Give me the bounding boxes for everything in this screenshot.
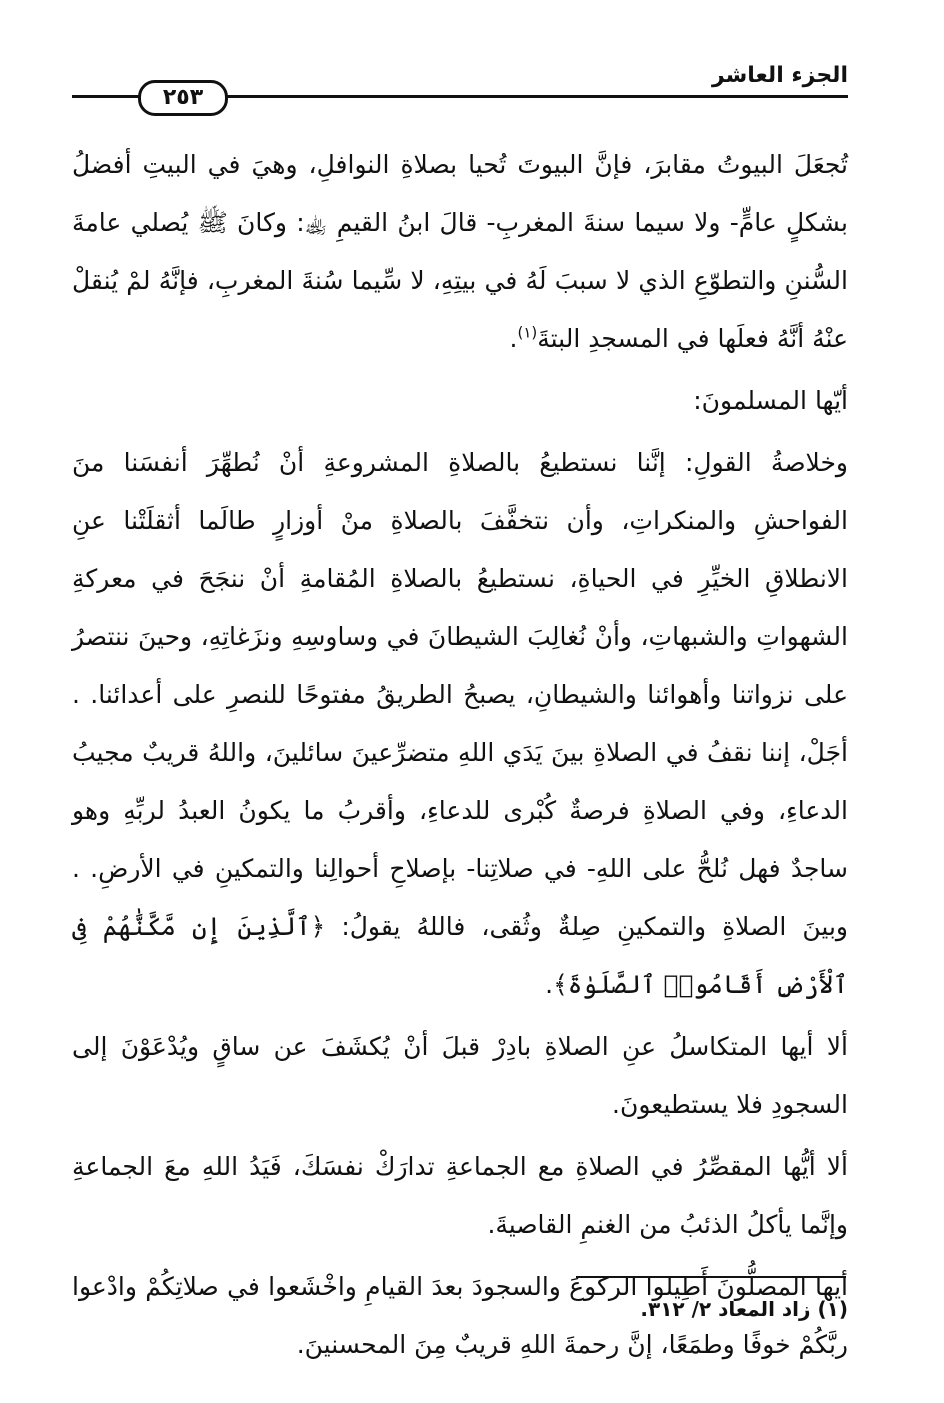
paragraph-4: ألا أيها المتكاسلُ عنِ الصلاةِ بادِرْ قبلَ أنْ يُكشَفَ عن ساقٍ ويُدْعَوْنَ إلى السجودِ فلا يستطيعونَ. bbox=[72, 1032, 848, 1119]
body-text bbox=[72, 136, 848, 1374]
paragraph-1-text: تُجعَلَ البيوتُ مقابرَ، فإنَّ البيوتَ تُحيا بصلاةِ النوافلِ، وهيَ في البيتِ أفضلُ بشكلٍ عامٍّ- ولا سيما سنةَ المغربِ- قالَ ابنُ القيمِ ﵀: وكانَ ﷺ يُصلي عامةَ السُّننِ والتطوّعِ الذي لا سببَ لَهُ في بيتِهِ، لا سِّيما سُنةَ المغربِ، فإنَّهُ لمْ يُنقلْ عنْهُ أنَّهُ فعلَها في المسجدِ البتةَ bbox=[72, 150, 848, 353]
paragraph-3: وخلاصةُ القولِ: إنَّنا نستطيعُ بالصلاةِ المشروعةِ أنْ نُطهِّرَ أنفسَنا منَ الفواحشِ والمنكراتِ، وأن نتخفَّفَ بالصلاةِ منْ أوزارٍ طالَما أثقلَتْنا عنِ الانطلاقِ الخيِّرِ في الحياةِ، نستطيعُ بالصلاةِ المُقامةِ أنْ ننجَحَ في معركةِ الشهواتِ والشبهاتِ، وأنْ نُغالِبَ الشيطانَ في وساوسِهِ ونزَغاتِهِ، وحينَ ننتصرُ على نزواتنا وأهوائنا والشيطانِ، يصبحُ الطريقُ مفتوحًا للنصرِ على أعدائنا. . أجَلْ، إننا نقفُ في الصلاةِ بينَ يَدَي اللهِ متضرِّعينَ سائلينَ، واللهُ قريبٌ مجيبُ الدعاءِ، وفي الصلاةِ فرصةٌ كُبْرى للدعاءِ، وأقربُ ما يكونُ العبدُ لربِّهِ وهو ساجدٌ فهل نُلحُّ على اللهِ- في صلاتِنا- بإصلاحِ أحوالِنا والتمكينِ في الأرضِ. . وبينَ الصلاةِ والتمكينِ صِلةٌ وثُقى، فاللهُ يقولُ: ﴿ٱلَّذِينَ إِن مَّكَّنَّٰهُمْ فِى ٱلْأَرْضِ أَقَامُوا۟ ٱلصَّلَوٰةَ﴾. bbox=[72, 448, 848, 999]
footnote-rule bbox=[576, 1276, 846, 1278]
paragraph-1: تُجعَلَ البيوتُ مقابرَ، فإنَّ البيوتَ تُحيا بصلاةِ النوافلِ، وهيَ في البيتِ أفضلُ بشكلٍ عامٍّ- ولا سيما سنةَ المغربِ- قالَ ابنُ القيمِ ﵀: وكانَ ﷺ يُصلي عامةَ السُّننِ والتطوّعِ الذي لا سببَ لَهُ في بيتِهِ، لا سِّيما سُنةَ المغربِ، فإنَّهُ لمْ يُنقلْ عنْهُ أنَّهُ فعلَها في المسجدِ البتةَ$^{(١)}$. bbox=[72, 150, 848, 353]
footnote-reference: (١) bbox=[517, 323, 538, 342]
paragraph-3-text: وخلاصةُ القولِ: إنَّنا نستطيعُ بالصلاةِ المشروعةِ أنْ نُطهِّرَ أنفسَنا منَ الفواحشِ والمنكراتِ، وأن نتخفَّفَ بالصلاةِ منْ أوزارٍ طالَما أثقلَتْنا عنِ الانطلاقِ الخيِّرِ في الحياةِ، نستطيعُ بالصلاةِ المُقامةِ أنْ ننجَحَ في معركةِ الشهواتِ والشبهاتِ، وأنْ نُغالِبَ الشيطانَ في وساوسِهِ ونزَغاتِهِ، وحينَ ننتصرُ على نزواتنا وأهوائنا والشيطانِ، يصبحُ الطريقُ مفتوحًا للنصرِ على أعدائنا. . أجَلْ، إننا نقفُ في الصلاةِ بينَ يَدَي اللهِ متضرِّعينَ سائلينَ، واللهُ قريبٌ مجيبُ الدعاءِ، وفي الصلاةِ فرصةٌ كُبْرى للدعاءِ، وأقربُ ما يكونُ العبدُ لربِّهِ وهو ساجدٌ فهل نُلحُّ على اللهِ- في صلاتِنا- بإصلاحِ أحوالِنا والتمكينِ في الأرضِ. . وبينَ الصلاةِ والتمكينِ صِلةٌ وثُقى، فاللهُ يقولُ: bbox=[72, 448, 848, 941]
paragraph-5: ألا أيُّها المقصِّرُ في الصلاةِ مع الجماعةِ تدارَكْ نفسَكَ، فَيَدُ اللهِ معَ الجماعةِ وإنَّما يأكلُ الذئبُ من الغنمِ القاصيةَ. bbox=[72, 1152, 848, 1239]
footnote-text: زاد المعاد ٢/ ٣١٢. bbox=[640, 1297, 811, 1321]
paragraph-6: أيها المصلُّونَ أَطِيلوا الركوعَ والسجودَ بعدَ القيامِ واخْشَعوا في صلاتِكُمْ وادْعوا ربَّكُمْ خوفًا وطمَعًا، إنَّ رحمةَ اللهِ قريبٌ مِنَ المحسنينَ. bbox=[72, 1272, 848, 1359]
footnote-marker: (١) bbox=[817, 1297, 848, 1321]
footnote bbox=[148, 1294, 848, 1324]
quran-quote: ﴿ٱلَّذِينَ إِن مَّكَّنَّٰهُمْ فِى ٱلْأَرْضِ أَقَامُوا۟ ٱلصَّلَوٰةَ﴾ bbox=[72, 912, 848, 999]
page-number: ٢٥٣ bbox=[138, 80, 228, 116]
running-head: الجزء العاشر bbox=[711, 63, 848, 88]
paragraph-2: أيّها المسلمونَ: bbox=[693, 386, 848, 415]
page-header bbox=[72, 58, 848, 118]
